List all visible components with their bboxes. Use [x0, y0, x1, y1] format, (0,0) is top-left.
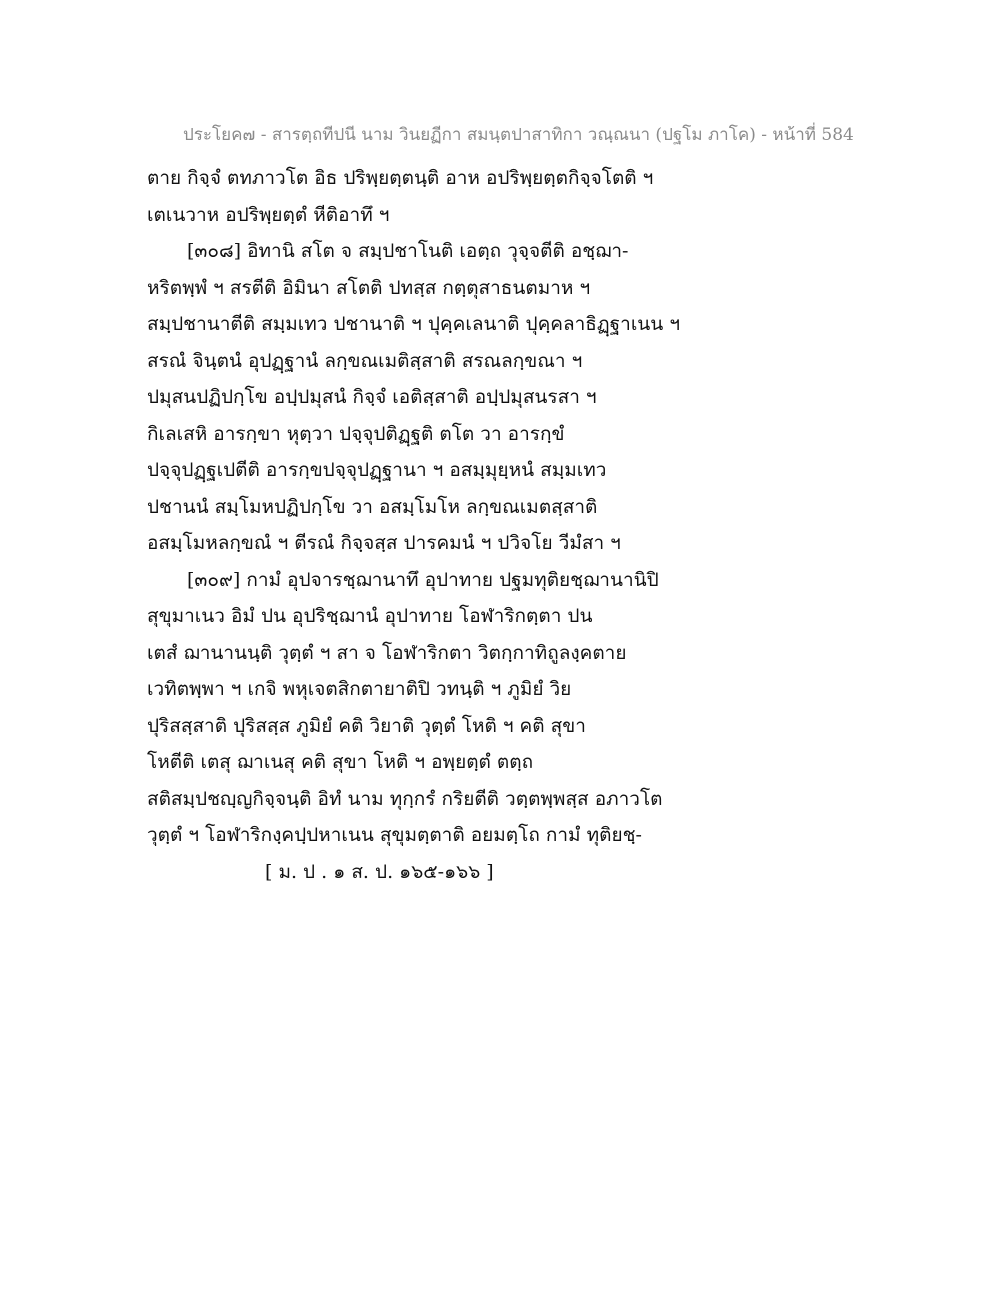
text-line-1: ตาย กิจฺจํ ตทภาวโต อิธ ปริพฺยตฺตนฺติ อาห อปริพฺยตฺตกิจฺจโตติ ฯ [147, 167, 654, 189]
body-text [147, 160, 867, 890]
text-line-9: ปจฺจุปฏฺฐเปตีติ อารกฺขปจฺจุปฏฺฐานา ฯ อสมฺมุยฺหนํ สมฺมเทว [147, 459, 607, 481]
text-line-16: ปุริสสฺสาติ ปุริสสฺส ภูมิยํ คติ วิยาติ วุตฺตํ โหติ ฯ คติ สุขา [147, 714, 586, 737]
paragraph-309-start: [๓๐๙] กามํ อุปจารชฺฌานาทึ อุปาทาย ปฐมทุติยชฺฌานานิปิ [187, 568, 659, 591]
text-line-14: เตสํ ฌานานนฺติ วุตฺตํ ฯ สา จ โอฬาริกตา วิตกฺกาทิถูลงฺคตาย [147, 641, 627, 664]
text-line-13: สุขุมาเนว อิมํ ปน อุปริชฺฌานํ อุปาทาย โอฬาริกตฺตา ปน [147, 605, 593, 627]
text-line-18: สติสมฺปชญฺญกิจฺจนฺติ อิทํ นาม ทุกฺกรํ กริยตีติ วตฺตพฺพสฺส อภาวโต [147, 787, 663, 810]
text-line-5: สมฺปชานาตีติ สมฺมเทว ปชานาติ ฯ ปุคฺคเลนาติ ปุคฺคลาธิฏฺฐาเนน ฯ [147, 313, 680, 335]
text-line-19: วุตฺตํ ฯ โอฬาริกงฺคปฺปหาเนน สุขุมตฺตาติ อยมตฺโถ กามํ ทุติยชฺ- [147, 824, 642, 846]
text-line-2: เตเนวาห อปริพฺยตฺตํ หีติอาทึ ฯ [147, 203, 390, 226]
text-line-17: โหตีติ เตสุ ฌาเนสุ คติ สุขา โหติ ฯ อพฺยตฺตํ ตตฺถ [147, 751, 534, 773]
text-line-4: หริตพฺพํ ฯ สรตีติ อิมินา สโตติ ปทสฺส กตฺตุสาธนตมาห ฯ [147, 276, 591, 299]
paragraph-308-start: [๓๐๘] อิทานิ สโต จ สมฺปชาโนติ เอตฺถ วุจฺจตีติ อชฺฌา- [187, 240, 629, 262]
source-reference: [ ม. ป . ๑ ส. ป. ๑๖๕-๑๖๖ ] [265, 860, 494, 883]
text-line-8: กิเลเสหิ อารกฺขา หุตฺวา ปจฺจุปติฏฺฐติ ตโต วา อารกฺขํ [147, 422, 565, 445]
text-line-7: ปมุสนปฏิปกฺโข อปฺปมุสนํ กิจฺจํ เอติสฺสาติ อปฺปมุสนรสา ฯ [147, 386, 597, 408]
running-header: ประโยค๗ - สารตฺถทีปนี นาม วินยฏีกา สมนฺตปาสาทิกา วณฺณนา (ปฐโม ภาโค) - หน้าที่ 584 [183, 125, 854, 145]
text-line-15: เวทิตพฺพา ฯ เกจิ พหุเจตสิกตายาติปิ วทนฺติ ฯ ภูมิยํ วิย [147, 678, 572, 700]
text-line-10: ปชานนํ สมฺโมหปฏิปกฺโข วา อสมฺโมโห ลกฺขณเมตสฺสาติ [147, 495, 598, 518]
text-line-11: อสมฺโมหลกฺขณํ ฯ ตีรณํ กิจฺจสฺส ปารคมนํ ฯ ปวิจโย วีมํสา ฯ [147, 532, 621, 554]
text-line-6: สรณํ จินฺตนํ อุปฏฺฐานํ ลกฺขณเมติสฺสาติ สรณลกฺขณา ฯ [147, 349, 583, 372]
